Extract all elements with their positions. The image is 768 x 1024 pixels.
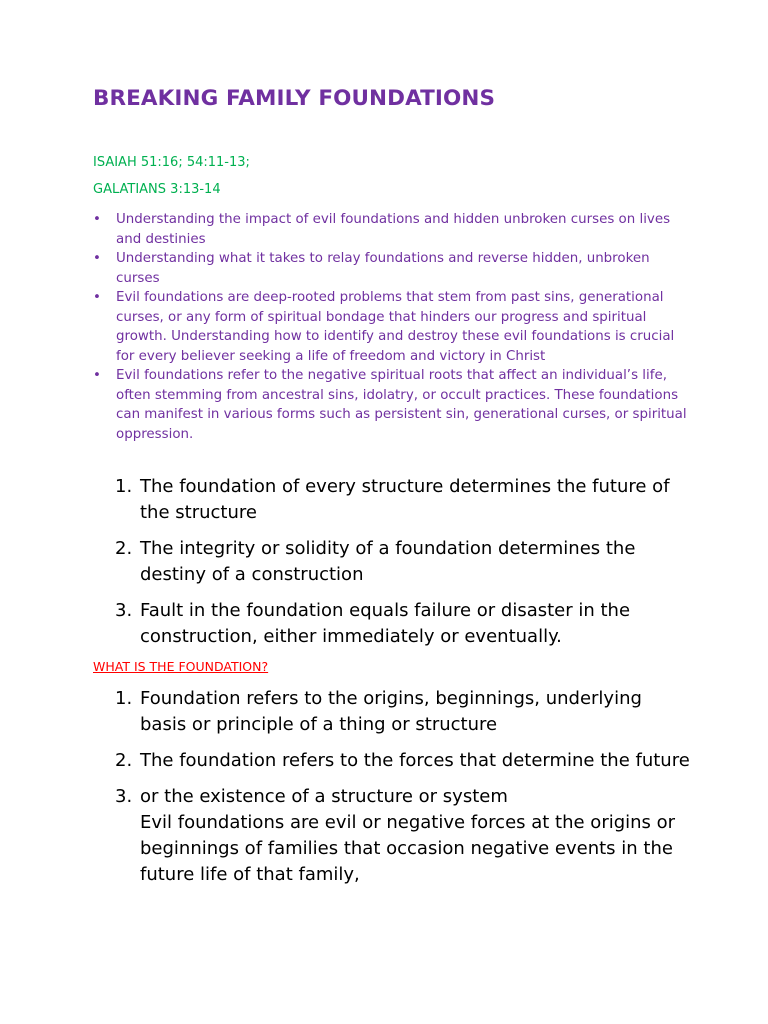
item-text: The integrity or solidity of a foundation determines the destiny of a construction [140, 538, 636, 585]
scripture-reference: GALATIANS 3:13-14 [93, 182, 221, 197]
bullet-text: Understanding the impact of evil foundations and hidden unbroken curses on lives and destinies [116, 212, 671, 247]
bullet-item [93, 249, 693, 288]
bullet-text: Evil foundations refer to the negative spiritual roots that affect an individual’s life, often stemming from ancestral sins, idolatry, or occult practices. These foundations can manifest in various forms such as persistent sin, generational curses, or spiritual oppression. [116, 368, 687, 442]
item-number: 2. [115, 538, 133, 559]
item-text: The foundation refers to the forces that determine the future [140, 750, 690, 771]
item-number: 3. [115, 786, 133, 807]
item-text: Foundation refers to the origins, beginnings, underlying basis or principle of a thing or structure [140, 688, 642, 735]
scripture-reference: ISAIAH 51:16; 54:11-13; [93, 155, 250, 170]
numbered-list-principles [113, 474, 693, 660]
item-number: 1. [115, 476, 133, 497]
item-text: Fault in the foundation equals failure or disaster in the construction, either immediately or eventually. [140, 600, 631, 647]
item-text: or the existence of a structure or system [140, 786, 508, 807]
bullet-item [93, 288, 693, 366]
document-title: BREAKING FAMILY FOUNDATIONS [93, 86, 496, 111]
item-text: The foundation of every structure determines the future of the structure [140, 476, 670, 523]
bullet-item [93, 210, 693, 249]
item-number: 2. [115, 750, 133, 771]
bullet-text: Evil foundations are deep-rooted problems that stem from past sins, generational curses, or any form of spiritual bondage that hinders our progress and spiritual growth. Understanding how to identify and destroy these evil foundations is crucial for every believer seeking a life of freedom and victory in Christ [116, 290, 675, 364]
section-heading: WHAT IS THE FOUNDATION? [93, 659, 269, 674]
numbered-item [113, 748, 693, 774]
item-number: 3. [115, 600, 133, 621]
bullet-list [93, 210, 693, 444]
bullet-item [93, 366, 693, 444]
numbered-item [113, 474, 693, 526]
continuation-paragraph: Evil foundations are evil or negative forces at the origins or beginnings of families that occasion negative events in the future life of that family, [140, 812, 676, 885]
numbered-item [113, 784, 693, 888]
item-number: 1. [115, 688, 133, 709]
numbered-list-definitions [113, 686, 693, 898]
bullet-text: Understanding what it takes to relay foundations and reverse hidden, unbroken curses [116, 251, 650, 286]
numbered-item [113, 686, 693, 738]
numbered-item [113, 598, 693, 650]
numbered-item [113, 536, 693, 588]
